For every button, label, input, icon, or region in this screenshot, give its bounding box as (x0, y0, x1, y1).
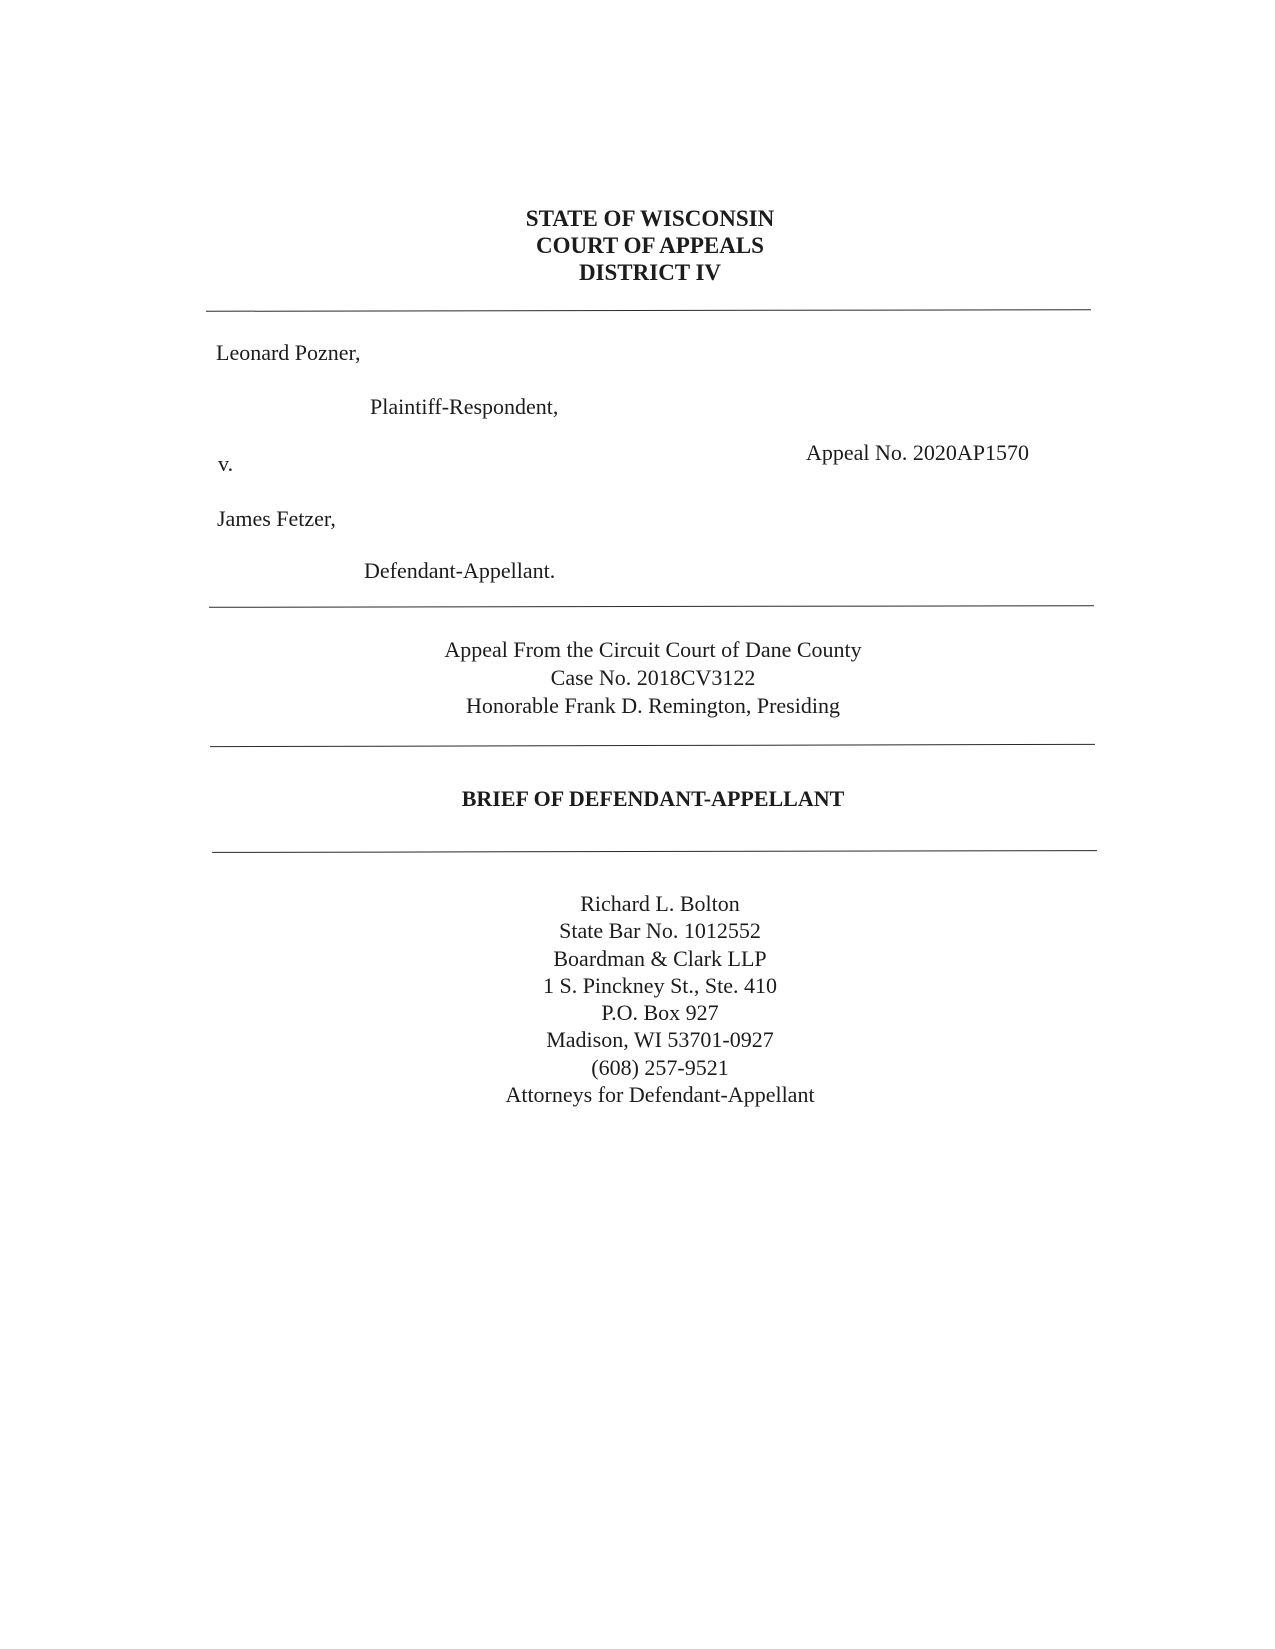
counsel-street: 1 S. Pinckney St., Ste. 410 (542, 972, 778, 998)
divider-line (212, 850, 1097, 853)
plaintiff-name: Leonard Pozner, (216, 340, 361, 365)
divider-line (210, 744, 1095, 747)
court-header-court: COURT OF APPEALS (536, 233, 764, 258)
defendant-name: James Fetzer, (217, 506, 336, 531)
court-header (450, 205, 850, 286)
counsel-po-box: P.O. Box 927 (601, 1000, 719, 1026)
divider-line (209, 605, 1094, 608)
versus: v. (218, 451, 234, 476)
divider-line (206, 309, 1091, 312)
lower-court-line: Appeal From the Circuit Court of Dane County (444, 637, 862, 662)
brief-title: BRIEF OF DEFENDANT-APPELLANT (461, 786, 845, 811)
counsel-city: Madison, WI 53701-0927 (546, 1027, 774, 1053)
presiding-judge: Honorable Frank D. Remington, Presiding (466, 693, 840, 718)
lower-court-info (403, 636, 903, 720)
case-number: Case No. 2018CV3122 (550, 665, 756, 690)
counsel-block (460, 890, 860, 1108)
counsel-bar-number: State Bar No. 1012552 (559, 918, 761, 944)
defendant-role: Defendant-Appellant. (364, 558, 556, 583)
plaintiff-role: Plaintiff-Respondent, (370, 394, 559, 419)
court-header-state: STATE OF WISCONSIN (525, 206, 775, 231)
counsel-firm: Boardman & Clark LLP (553, 945, 767, 971)
counsel-phone: (608) 257-9521 (591, 1054, 729, 1080)
appeal-number: Appeal No. 2020AP1570 (806, 440, 1030, 465)
court-header-district: DISTRICT IV (578, 260, 722, 285)
counsel-name: Richard L. Bolton (580, 891, 740, 916)
counsel-role: Attorneys for Defendant-Appellant (505, 1082, 815, 1108)
